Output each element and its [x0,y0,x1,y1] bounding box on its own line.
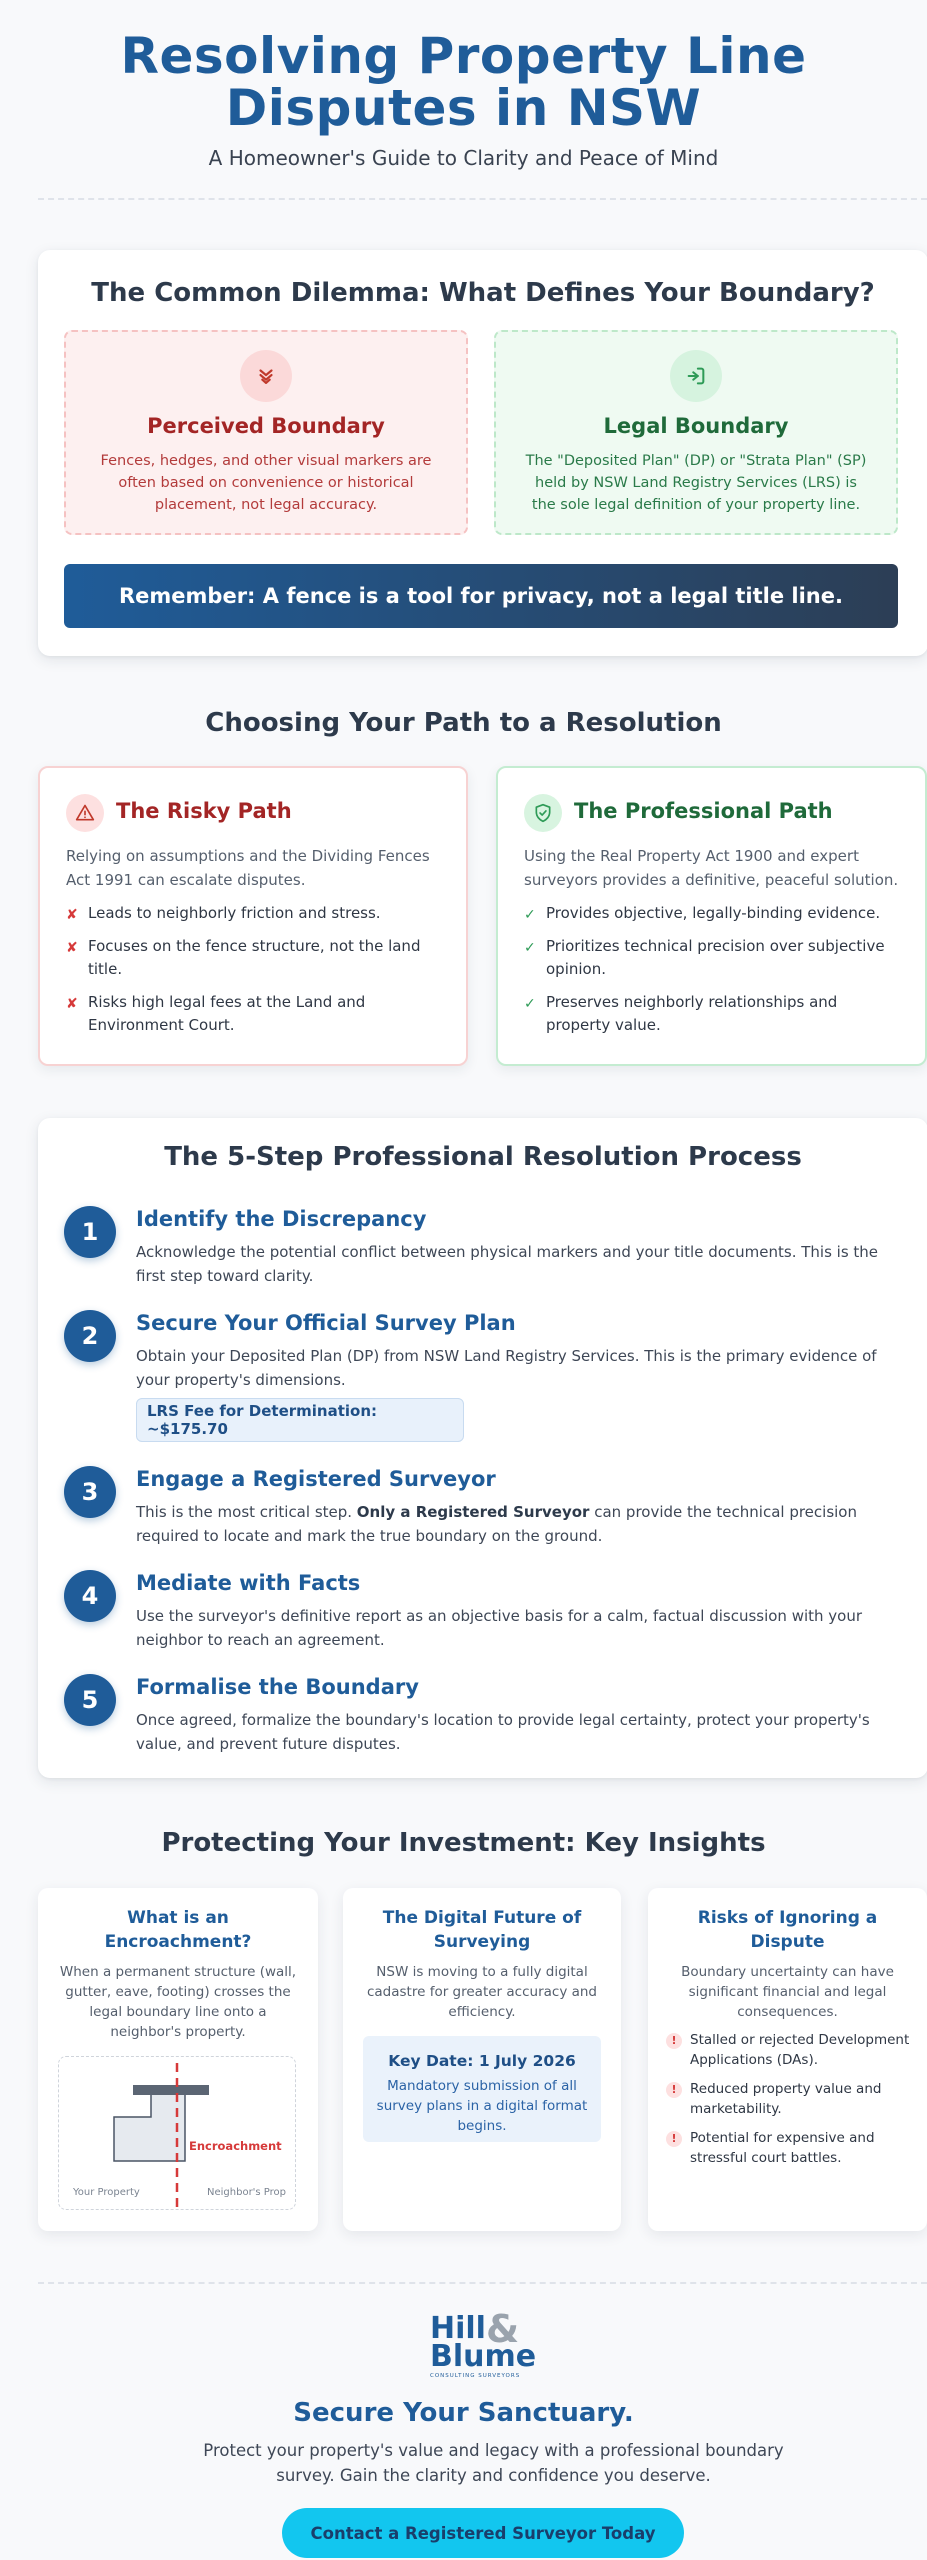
page-subtitle: A Homeowner's Guide to Clarity and Peace of Mind [208,146,719,170]
sign-in-icon [670,350,722,402]
risky-path-intro: Relying on assumptions and the Dividing Fences Act 1991 can escalate disputes. [66,847,430,889]
logo-tagline: CONSULTING SURVEYORS [430,2373,521,2379]
cross-icon: ✘ [66,996,78,1012]
step-title: Engage a Registered Surveyor [136,1467,496,1491]
your-property-label: Your Property [73,2187,140,2198]
professional-path-list [524,902,905,1047]
hill-blume-logo [430,2307,538,2382]
risky-path-card [38,766,468,1066]
insights-title: Protecting Your Investment: Key Insights [161,1828,766,1858]
process-step [64,1310,902,1450]
list-item: ! Stalled or rejected Development Applications (DAs). [666,2030,913,2070]
list-item: ! Reduced property value and marketability. [666,2079,913,2119]
process-step [64,1206,902,1286]
list-item: ✘ Focuses on the fence structure, not the land title. [66,937,421,978]
list-item: ✘ Risks high legal fees at the Land and Environment Court. [66,993,366,1034]
risks-card [648,1888,927,2231]
check-icon: ✓ [524,996,536,1012]
legal-boundary-box [494,330,898,535]
logo-ampersand: & [486,2307,520,2351]
digital-future-heading: The Digital Future of Surveying [382,1908,582,1952]
page-title: Resolving Property Line Disputes in NSW [120,27,807,137]
risks-text: Boundary uncertainty can have significant financial and legal consequences. [681,1964,894,2020]
digital-future-text: NSW is moving to a fully digital cadastre for greater accuracy and efficiency. [366,1964,597,2020]
process-step [64,1466,902,1546]
section-divider [38,2282,927,2284]
encroachment-heading: What is an Encroachment? [104,1908,252,1952]
step-title: Identify the Discrepancy [136,1207,427,1231]
cross-icon: ✘ [66,940,78,956]
encroachment-label: Encroachment [189,2139,282,2153]
step-title: Secure Your Official Survey Plan [136,1311,516,1335]
check-icon: ✓ [524,907,536,923]
alert-icon: ! [666,2131,682,2147]
risky-path-heading: The Risky Path [116,799,292,823]
step-text: Obtain your Deposited Plan (DP) from NSW Land Registry Services. This is the primary evidence of your property's dimensions. [136,1347,877,1389]
contact-surveyor-button[interactable]: Contact a Registered Surveyor Today [282,2508,684,2558]
key-date-box [363,2036,601,2142]
list-item: ! Potential for expensive and stressful court battles. [666,2128,913,2168]
step-number: 3 [64,1466,116,1518]
legal-boundary-text: The "Deposited Plan" (DP) or "Strata Plan" (SP) held by NSW Land Registry Services (LRS) is the sole legal definition of your property line. [525,453,867,513]
paths-title: Choosing Your Path to a Resolution [205,708,722,738]
process-title: The 5-Step Professional Resolution Process [164,1142,802,1172]
perceived-boundary-box [64,330,468,535]
step-number: 4 [64,1570,116,1622]
list-item: ✓ Preserves neighborly relationships and property value. [524,993,838,1034]
cta-title: Secure Your Sanctuary. [293,2398,634,2428]
section-divider [38,198,927,200]
key-date-text: Mandatory submission of all survey plans in a digital format begins. [376,2078,588,2134]
cross-icon: ✘ [66,907,78,923]
check-icon: ✓ [524,940,536,956]
roof-eave-shape [133,2085,209,2095]
step-number: 5 [64,1674,116,1726]
digital-future-card [343,1888,621,2231]
logo-word-blume: Blume [430,2339,537,2374]
process-step [64,1570,902,1650]
fee-badge: LRS Fee for Determination: ~$175.70 [136,1398,464,1442]
alert-icon: ! [666,2082,682,2098]
house-structure-shape [114,2093,185,2161]
professional-path-heading: The Professional Path [574,799,833,823]
legal-boundary-heading: Legal Boundary [603,414,789,438]
risks-heading: Risks of Ignoring a Dispute [697,1908,878,1952]
list-item: ✘ Leads to neighborly friction and stress. [66,902,446,925]
cta-text: Protect your property's value and legacy with a professional boundary survey. Gain the clarity and confidence you deserve. [203,2441,784,2485]
professional-path-card [496,766,927,1066]
step-title: Formalise the Boundary [136,1675,419,1699]
alert-icon: ! [666,2033,682,2049]
warning-triangle-icon [66,794,104,832]
professional-path-intro: Using the Real Property Act 1900 and expert surveyors provides a definitive, peaceful solution. [524,847,899,889]
encroachment-card [38,1888,318,2231]
risks-list [666,2030,913,2177]
process-card [38,1118,927,1778]
step-title: Mediate with Facts [136,1571,361,1595]
risky-path-list [66,902,446,1047]
process-step [64,1674,902,1754]
neighbor-property-label: Neighbor's Prop [207,2187,287,2198]
list-item: ✓ Prioritizes technical precision over subjective opinion. [524,937,885,978]
perceived-boundary-text: Fences, hedges, and other visual markers are often based on convenience or historical placement, not legal accuracy. [100,453,432,513]
step-text: This is the most critical step. Only a Registered Surveyor can provide the technical precision required to locate and mark the true boundary on the ground. [136,1503,857,1545]
perceived-boundary-heading: Perceived Boundary [147,414,385,438]
step-number: 2 [64,1310,116,1362]
step-text: Acknowledge the potential conflict between physical markers and your title documents. This is the first step toward clarity. [136,1243,879,1285]
step-text: Use the surveyor's definitive report as an objective basis for a calm, factual discussion with your neighbor to reach an agreement. [136,1607,863,1649]
key-date-title: Key Date: 1 July 2026 [388,2052,576,2070]
dilemma-title: The Common Dilemma: What Defines Your Boundary? [91,278,875,308]
logo-word-hill: Hill [430,2311,486,2346]
encroachment-diagram [58,2056,296,2210]
shield-check-icon [524,794,562,832]
list-item: ✓ Provides objective, legally-binding evidence. [524,902,905,925]
remember-banner: Remember: A fence is a tool for privacy, not a legal title line. [64,564,898,628]
dilemma-card [38,250,927,656]
chevrons-down-icon [240,350,292,402]
encroachment-text: When a permanent structure (wall, gutter, eave, footing) crosses the legal boundary line onto a neighbor's property. [59,1964,297,2040]
step-text: Once agreed, formalize the boundary's location to provide legal certainty, protect your property's value, and prevent future disputes. [136,1711,870,1753]
step-number: 1 [64,1206,116,1258]
